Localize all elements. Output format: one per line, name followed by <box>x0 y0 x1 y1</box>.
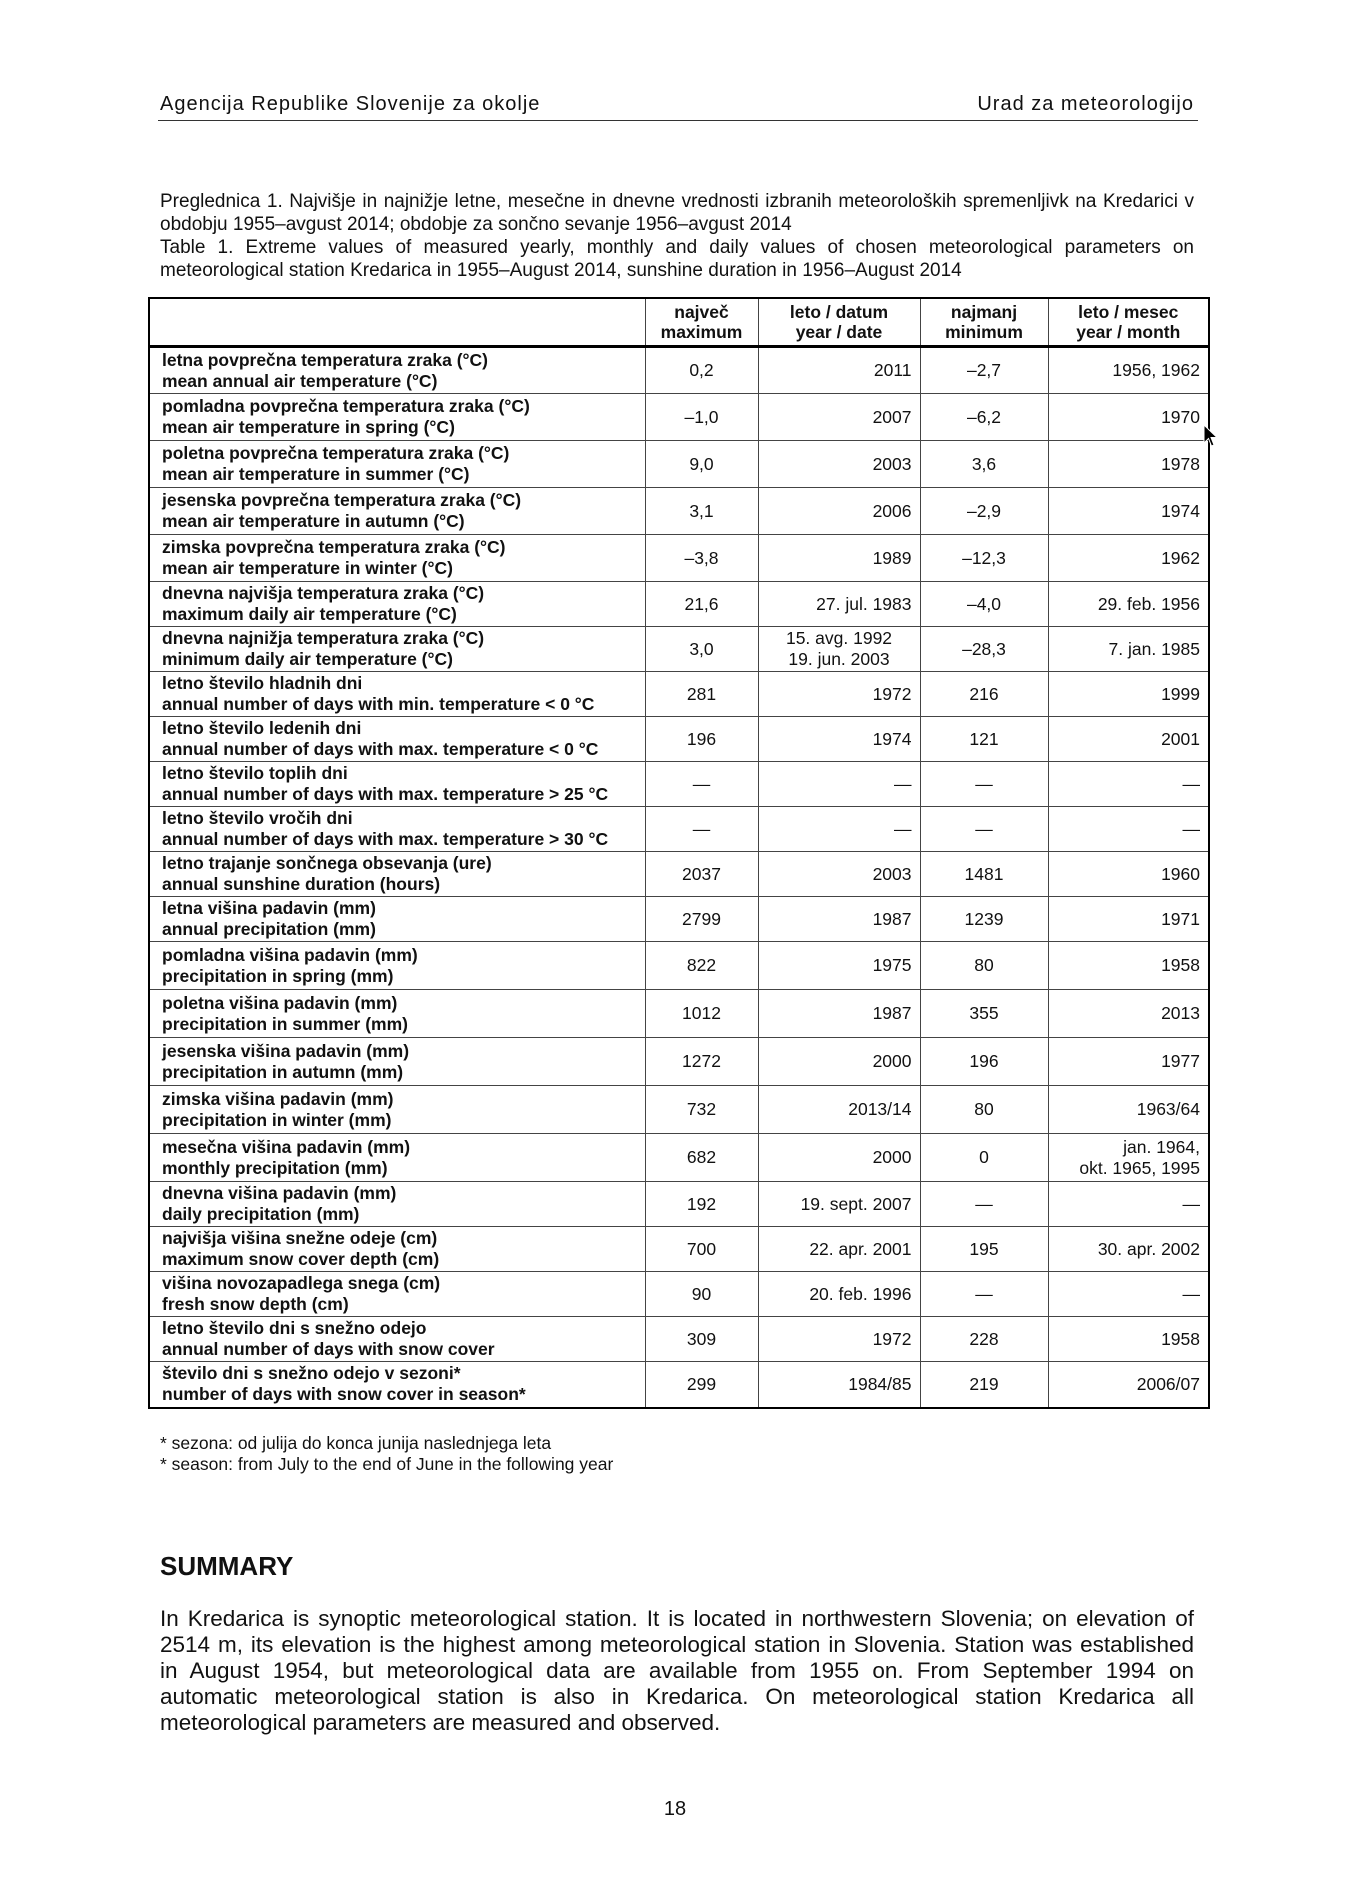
table-header-row <box>149 298 1209 347</box>
parameter-cell <box>149 535 645 582</box>
parameter-en: precipitation in autumn (mm) <box>162 1061 404 1082</box>
table-row <box>149 942 1209 990</box>
max-date-cell: 1987 <box>758 897 920 942</box>
parameter-sl: najvišja višina snežne odeje (cm) <box>162 1228 438 1248</box>
parameter-en: mean air temperature in winter (°C) <box>162 558 453 578</box>
max-date-cell: 1974 <box>758 717 920 762</box>
parameter-cell <box>149 1362 645 1408</box>
max-date-cell: 2000 <box>758 1134 920 1182</box>
parameter-cell <box>149 1086 645 1134</box>
parameter-sl: mesečna višina padavin (mm) <box>162 1136 411 1157</box>
parameter-en: annual number of days with min. temperature < 0 °C <box>162 694 595 714</box>
parameter-sl: dnevna najvišja temperatura zraka (°C) <box>162 583 485 603</box>
minimum-cell: –4,0 <box>920 582 1048 627</box>
min-date-cell: 2006/07 <box>1048 1362 1209 1408</box>
parameter-en: monthly precipitation (mm) <box>162 1157 388 1178</box>
minimum-cell: 0 <box>920 1134 1048 1182</box>
table-row <box>149 582 1209 627</box>
parameter-cell <box>149 1317 645 1362</box>
table-row <box>149 1272 1209 1317</box>
parameter-sl: višina novozapadlega snega (cm) <box>162 1273 441 1293</box>
summary-text: In Kredarica is synoptic meteorological station. It is located in northwestern Slovenia; on elevation of 2514 m, its elevation is the highest among meteorological station in Slovenia. Station was established in August 1954, but meteorological data are available from 1955 on. From September 1994 on automatic meteorological station is also in Kredarica. On meteorological station Kredarica all meteorological parameters are measured and observed. <box>160 1606 1194 1735</box>
max-date-cell: 2007 <box>758 394 920 441</box>
maximum-cell: 0,2 <box>645 347 758 394</box>
min-date-cell: 1956, 1962 <box>1048 347 1209 394</box>
header-min-date: leto / mesec year / month <box>1048 298 1209 347</box>
parameter-en: annual number of days with max. temperature > 25 °C <box>162 784 609 804</box>
minimum-cell: 219 <box>920 1362 1048 1408</box>
max-date-cell: 22. apr. 2001 <box>758 1227 920 1272</box>
max-date-cell: 2003 <box>758 852 920 897</box>
mouse-cursor-icon <box>1203 424 1219 448</box>
maximum-cell: 281 <box>645 672 758 717</box>
parameter-en: annual number of days with max. temperature < 0 °C <box>162 739 599 759</box>
min-date-cell: 1978 <box>1048 441 1209 488</box>
parameter-cell <box>149 807 645 852</box>
parameter-en: maximum snow cover depth (cm) <box>162 1249 440 1269</box>
parameter-cell <box>149 672 645 717</box>
maximum-cell: 2037 <box>645 852 758 897</box>
header-office: Urad za meteorologijo <box>977 93 1194 115</box>
maximum-cell: –3,8 <box>645 535 758 582</box>
maximum-cell: 299 <box>645 1362 758 1408</box>
table-row <box>149 762 1209 807</box>
parameter-sl: število dni s snežno odejo v sezoni* <box>162 1363 461 1384</box>
parameter-en: mean air temperature in autumn (°C) <box>162 511 465 531</box>
table-caption <box>160 190 1194 282</box>
parameter-cell <box>149 627 645 672</box>
maximum-cell: –1,0 <box>645 394 758 441</box>
table-row <box>149 488 1209 535</box>
minimum-cell: — <box>920 1182 1048 1227</box>
caption-slovene: Preglednica 1. Najvišje in najnižje letne, mesečne in dnevne vrednosti izbranih meteoroloških spremenljivk na Kredarici v obdobju 1955–avgust 2014; obdobje za sončno sevanje 1956–avgust 2014 <box>160 191 1194 235</box>
max-date-cell: — <box>758 762 920 807</box>
min-date-cell: 1963/64 <box>1048 1086 1209 1134</box>
extremes-table <box>148 297 1210 1409</box>
table-row <box>149 1182 1209 1227</box>
parameter-sl: zimska višina padavin (mm) <box>162 1088 394 1109</box>
max-date-cell: 1972 <box>758 1317 920 1362</box>
parameter-cell <box>149 1227 645 1272</box>
header-maximum: največ maximum <box>645 298 758 347</box>
parameter-cell <box>149 488 645 535</box>
parameter-en: maximum daily air temperature (°C) <box>162 604 457 624</box>
minimum-cell: 196 <box>920 1038 1048 1086</box>
parameter-sl: letno število hladnih dni <box>162 673 363 693</box>
parameter-cell <box>149 1038 645 1086</box>
max-date-cell: 20. feb. 1996 <box>758 1272 920 1317</box>
minimum-cell: –6,2 <box>920 394 1048 441</box>
table-row <box>149 897 1209 942</box>
max-date-cell: — <box>758 807 920 852</box>
parameter-sl: letno število ledenih dni <box>162 718 362 738</box>
maximum-cell: 3,1 <box>645 488 758 535</box>
parameter-sl: letna višina padavin (mm) <box>162 898 376 918</box>
page-number: 18 <box>663 1798 687 1820</box>
maximum-cell: — <box>645 762 758 807</box>
minimum-cell: –2,7 <box>920 347 1048 394</box>
parameter-en: annual number of days with snow cover <box>162 1339 495 1359</box>
caption-english: Table 1. Extreme values of measured yearly, monthly and daily values of chosen meteorological parameters on meteorological station Kredarica in 1955–August 2014, sunshine duration in 1956–August 2014 <box>160 237 1194 281</box>
maximum-cell: 3,0 <box>645 627 758 672</box>
parameter-cell <box>149 347 645 394</box>
table-row <box>149 1317 1209 1362</box>
maximum-cell: 1272 <box>645 1038 758 1086</box>
parameter-cell <box>149 942 645 990</box>
max-date-cell: 1989 <box>758 535 920 582</box>
minimum-cell: 228 <box>920 1317 1048 1362</box>
min-date-cell: — <box>1048 762 1209 807</box>
min-date-cell: 1958 <box>1048 942 1209 990</box>
table-row <box>149 1362 1209 1408</box>
min-date-cell: 1974 <box>1048 488 1209 535</box>
parameter-sl: dnevna višina padavin (mm) <box>162 1183 397 1203</box>
minimum-cell: 3,6 <box>920 441 1048 488</box>
maximum-cell: 732 <box>645 1086 758 1134</box>
min-date-cell: 1977 <box>1048 1038 1209 1086</box>
min-date-cell: 1999 <box>1048 672 1209 717</box>
parameter-en: mean air temperature in summer (°C) <box>162 464 470 484</box>
parameter-sl: poletna višina padavin (mm) <box>162 992 398 1013</box>
table-row <box>149 852 1209 897</box>
table-row <box>149 535 1209 582</box>
footnote <box>160 1433 613 1475</box>
footnote-slovene: * sezona: od julija do konca junija naslednjega leta <box>160 1433 552 1453</box>
maximum-cell: 1012 <box>645 990 758 1038</box>
table-row <box>149 1134 1209 1182</box>
table-row <box>149 1227 1209 1272</box>
minimum-cell: — <box>920 807 1048 852</box>
max-date-cell: 1987 <box>758 990 920 1038</box>
max-date-cell: 15. avg. 1992 19. jun. 2003 <box>758 627 920 672</box>
max-date-cell: 2011 <box>758 347 920 394</box>
minimum-cell: — <box>920 762 1048 807</box>
parameter-cell <box>149 1182 645 1227</box>
parameter-cell <box>149 897 645 942</box>
maximum-cell: 21,6 <box>645 582 758 627</box>
maximum-cell: — <box>645 807 758 852</box>
parameter-cell <box>149 1272 645 1317</box>
parameter-sl: letna povprečna temperatura zraka (°C) <box>162 349 488 370</box>
parameter-en: minimum daily air temperature (°C) <box>162 649 453 669</box>
max-date-cell: 1975 <box>758 942 920 990</box>
min-date-cell: 1958 <box>1048 1317 1209 1362</box>
table-row <box>149 990 1209 1038</box>
parameter-sl: pomladna povprečna temperatura zraka (°C) <box>162 396 530 416</box>
parameter-cell <box>149 582 645 627</box>
parameter-cell <box>149 394 645 441</box>
parameter-en: precipitation in spring (mm) <box>162 965 394 986</box>
table-row <box>149 807 1209 852</box>
min-date-cell: 1960 <box>1048 852 1209 897</box>
parameter-en: mean air temperature in spring (°C) <box>162 417 455 437</box>
parameter-sl: jesenska povprečna temperatura zraka (°C) <box>162 490 522 510</box>
parameter-sl: letno število toplih dni <box>162 763 348 783</box>
parameter-en: annual sunshine duration (hours) <box>162 874 441 894</box>
running-header <box>158 92 1198 121</box>
minimum-cell: 80 <box>920 942 1048 990</box>
parameter-sl: letno število vročih dni <box>162 808 353 828</box>
minimum-cell: — <box>920 1272 1048 1317</box>
maximum-cell: 309 <box>645 1317 758 1362</box>
parameter-sl: jesenska višina padavin (mm) <box>162 1040 410 1061</box>
table-row <box>149 672 1209 717</box>
parameter-sl: dnevna najnižja temperatura zraka (°C) <box>162 628 485 648</box>
minimum-cell: 1481 <box>920 852 1048 897</box>
min-date-cell: 1970 <box>1048 394 1209 441</box>
parameter-sl: letno število dni s snežno odejo <box>162 1318 427 1338</box>
minimum-cell: 216 <box>920 672 1048 717</box>
min-date-cell: 30. apr. 2002 <box>1048 1227 1209 1272</box>
maximum-cell: 196 <box>645 717 758 762</box>
minimum-cell: –28,3 <box>920 627 1048 672</box>
table-row <box>149 394 1209 441</box>
max-date-cell: 1972 <box>758 672 920 717</box>
min-date-cell: — <box>1048 1182 1209 1227</box>
min-date-cell: 29. feb. 1956 <box>1048 582 1209 627</box>
maximum-cell: 2799 <box>645 897 758 942</box>
parameter-en: annual precipitation (mm) <box>162 919 376 939</box>
minimum-cell: –12,3 <box>920 535 1048 582</box>
maximum-cell: 192 <box>645 1182 758 1227</box>
max-date-cell: 19. sept. 2007 <box>758 1182 920 1227</box>
parameter-cell <box>149 852 645 897</box>
min-date-cell: 1962 <box>1048 535 1209 582</box>
parameter-sl: letno trajanje sončnega obsevanja (ure) <box>162 853 492 873</box>
header-minimum: najmanj minimum <box>920 298 1048 347</box>
maximum-cell: 700 <box>645 1227 758 1272</box>
max-date-cell: 2013/14 <box>758 1086 920 1134</box>
max-date-cell: 2003 <box>758 441 920 488</box>
max-date-cell: 2006 <box>758 488 920 535</box>
parameter-cell <box>149 1134 645 1182</box>
parameter-cell <box>149 717 645 762</box>
table-row <box>149 1086 1209 1134</box>
header-agency: Agencija Republike Slovenije za okolje <box>160 93 541 115</box>
parameter-en: mean annual air temperature (°C) <box>162 370 438 391</box>
minimum-cell: 355 <box>920 990 1048 1038</box>
header-max-date: leto / datum year / date <box>758 298 920 347</box>
min-date-cell: — <box>1048 1272 1209 1317</box>
maximum-cell: 822 <box>645 942 758 990</box>
table-row <box>149 627 1209 672</box>
parameter-cell <box>149 441 645 488</box>
parameter-sl: pomladna višina padavin (mm) <box>162 944 418 965</box>
parameter-en: precipitation in summer (mm) <box>162 1013 409 1034</box>
minimum-cell: 1239 <box>920 897 1048 942</box>
footnote-english: * season: from July to the end of June in the following year <box>160 1454 614 1474</box>
max-date-cell: 1984/85 <box>758 1362 920 1408</box>
table-row <box>149 717 1209 762</box>
maximum-cell: 9,0 <box>645 441 758 488</box>
table-row <box>149 347 1209 394</box>
parameter-en: number of days with snow cover in season* <box>162 1384 526 1405</box>
max-date-cell: 27. jul. 1983 <box>758 582 920 627</box>
parameter-en: fresh snow depth (cm) <box>162 1294 349 1314</box>
min-date-cell: jan. 1964, okt. 1965, 1995 <box>1048 1134 1209 1182</box>
parameter-en: precipitation in winter (mm) <box>162 1109 392 1130</box>
minimum-cell: –2,9 <box>920 488 1048 535</box>
table-row <box>149 1038 1209 1086</box>
parameter-cell <box>149 990 645 1038</box>
parameter-sl: zimska povprečna temperatura zraka (°C) <box>162 537 506 557</box>
parameter-en: daily precipitation (mm) <box>162 1204 360 1224</box>
min-date-cell: 7. jan. 1985 <box>1048 627 1209 672</box>
parameter-cell <box>149 762 645 807</box>
maximum-cell: 682 <box>645 1134 758 1182</box>
minimum-cell: 80 <box>920 1086 1048 1134</box>
table-row <box>149 441 1209 488</box>
parameter-en: annual number of days with max. temperature > 30 °C <box>162 829 609 849</box>
summary-title: SUMMARY <box>160 1551 294 1581</box>
parameter-sl: poletna povprečna temperatura zraka (°C) <box>162 443 510 463</box>
minimum-cell: 121 <box>920 717 1048 762</box>
maximum-cell: 90 <box>645 1272 758 1317</box>
max-date-cell: 2000 <box>758 1038 920 1086</box>
min-date-cell: — <box>1048 807 1209 852</box>
min-date-cell: 2001 <box>1048 717 1209 762</box>
minimum-cell: 195 <box>920 1227 1048 1272</box>
header-parameter <box>149 298 645 347</box>
min-date-cell: 2013 <box>1048 990 1209 1038</box>
min-date-cell: 1971 <box>1048 897 1209 942</box>
